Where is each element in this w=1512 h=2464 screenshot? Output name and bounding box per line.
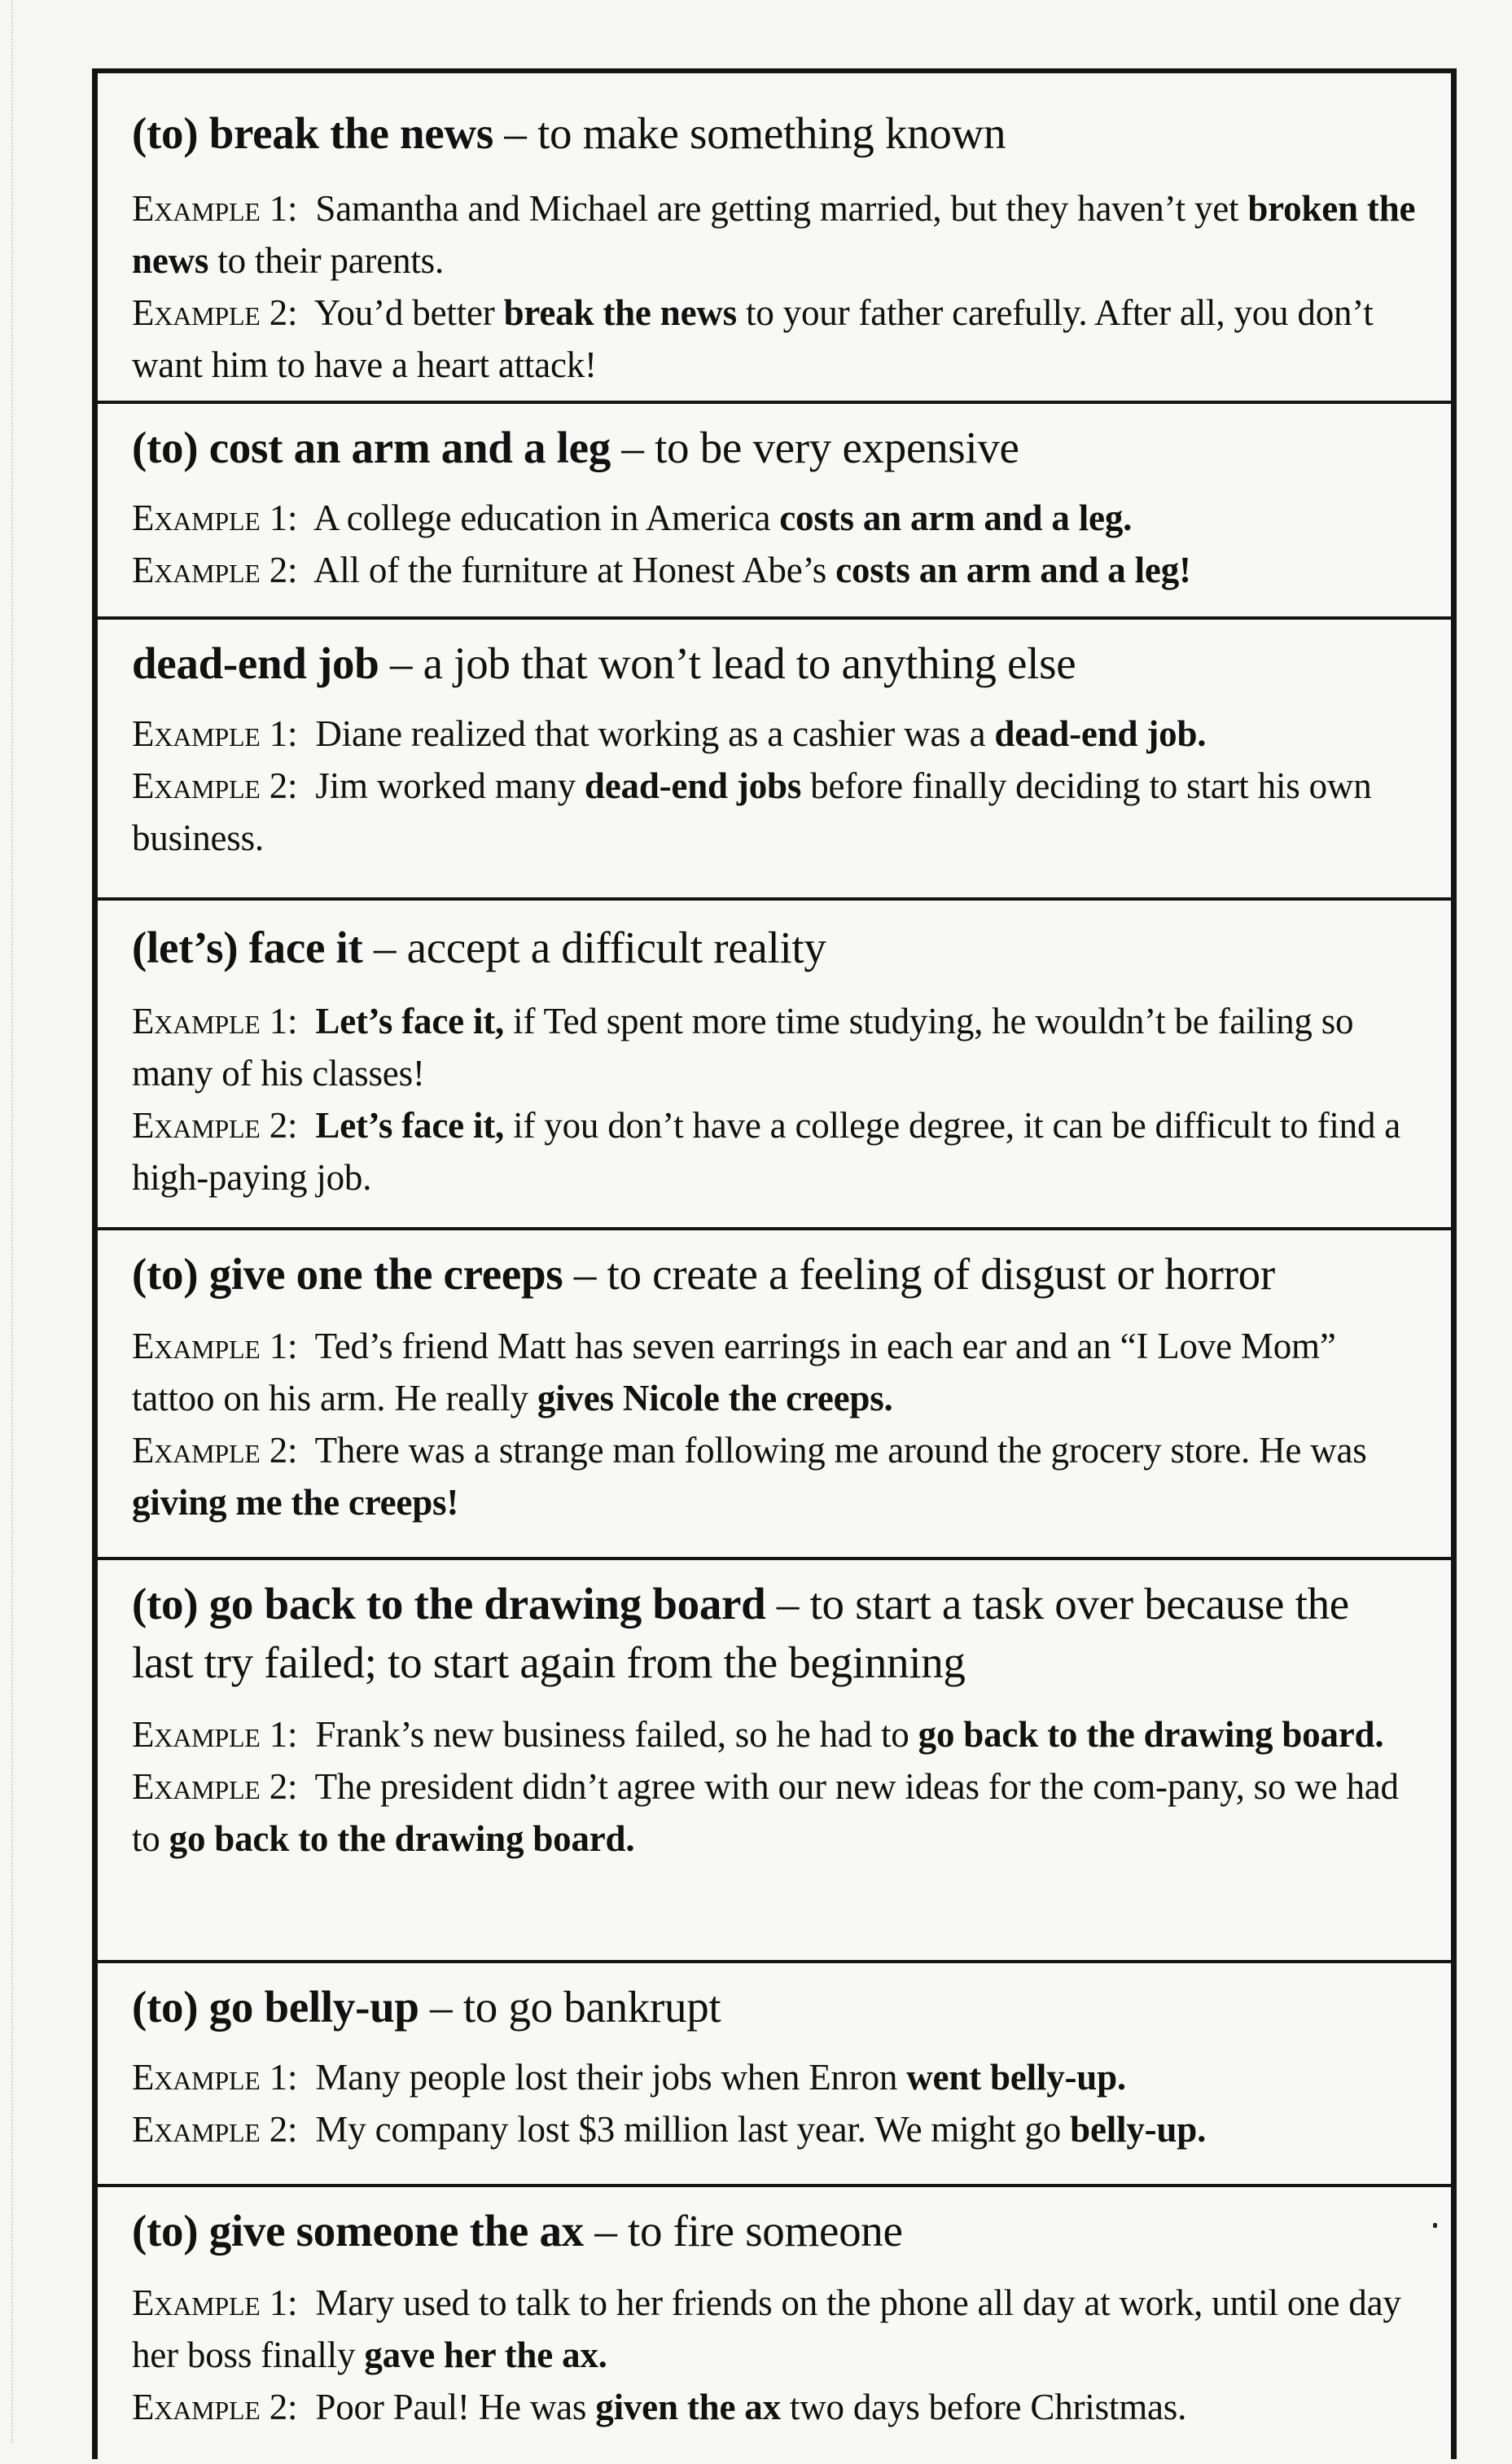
idiom-heading: (to) give someone the ax – to fire someone [132,2206,903,2256]
example-label: Example 1: [132,1714,298,1755]
example-2: Example 2: All of the furniture at Honest Abe’s costs an arm and a leg! [132,550,1191,590]
idiom-definition: to be very expensive [655,423,1019,472]
example-2: Example 2: Jim worked many dead-end jobs before finally deciding to start his own business. [132,765,1372,858]
scan-speck [1433,2223,1437,2228]
example-label: Example 2: [132,1766,298,1807]
idiom-entry-go-back-to-the-drawing-board [98,1560,1451,1963]
idiom-heading: (to) break the news – to make something known [132,108,1006,158]
idiom-entry-go-belly-up [98,1963,1451,2187]
example-label: Example 2: [132,292,298,333]
example-1: Example 1: Samantha and Michael are getting married, but they haven’t yet broken the news to their parents. [132,188,1416,281]
example-label: Example 1: [132,1326,298,1366]
example-1: Example 1: Many people lost their jobs when Enron went belly-up. [132,2057,1126,2098]
example-label: Example 1: [132,713,298,754]
example-2: Example 2: The president didn’t agree with our new ideas for the com-pany, so we had to go back to the drawing board. [132,1766,1399,1859]
idiom-definition: to start a task over because the last try failed; to start again from the beginning [132,1579,1349,1687]
idiom-heading: dead-end job – a job that won’t lead to anything else [132,638,1076,688]
idiom-heading: (let’s) face it – accept a difficult reality [132,923,826,972]
example-1: Example 1: Mary used to talk to her friends on the phone all day at work, until one day her boss finally gave her the ax. [132,2282,1401,2375]
idiom-term: (to) cost an arm and a leg [132,423,611,472]
idiom-definition: to make something known [537,108,1006,158]
idiom-entry-lets-face-it [98,901,1451,1230]
idiom-heading: (to) go belly-up – to go bankrupt [132,1982,721,2032]
example-label: Example 2: [132,1105,298,1146]
example-2: Example 2: You’d better break the news to your father carefully. After all, you don’t want him to have a heart attack! [132,292,1374,385]
example-1: Example 1: Frank’s new business failed, so he had to go back to the drawing board. [132,1714,1384,1755]
example-1: Example 1: A college education in America costs an arm and a leg. [132,498,1133,538]
example-label: Example 1: [132,498,298,538]
idiom-term: (to) give one the creeps [132,1249,563,1299]
example-label: Example 2: [132,765,298,806]
idiom-entry-dead-end-job [98,620,1451,901]
idiom-term: (let’s) face it [132,923,363,972]
example-label: Example 2: [132,2109,298,2150]
idiom-glossary-box [92,68,1457,2459]
idiom-definition: to create a feeling of disgust or horror [607,1249,1275,1299]
idiom-definition: to fire someone [628,2206,903,2256]
idiom-entry-give-someone-the-ax [98,2187,1451,2464]
example-label: Example 1: [132,2282,298,2323]
idiom-term: (to) go belly-up [132,1982,419,2032]
idiom-definition: a job that won’t lead to anything else [423,638,1076,688]
example-2: Example 2: Poor Paul! He was given the ax two days before Christmas. [132,2387,1187,2427]
idiom-entry-cost-an-arm-and-a-leg [98,404,1451,620]
example-2: Example 2: There was a strange man following me around the grocery store. He was giving me the creeps! [132,1430,1367,1523]
example-label: Example 1: [132,188,298,229]
example-1: Example 1: Diane realized that working as a cashier was a dead-end job. [132,713,1207,754]
example-2: Example 2: My company lost $3 million last year. We might go belly-up. [132,2109,1207,2150]
idiom-definition: to go bankrupt [462,1982,721,2032]
idiom-heading: (to) go back to the drawing board – to start a task over because the last try failed; to start again from the beginning [132,1579,1349,1687]
idiom-entry-give-one-the-creeps [98,1230,1451,1560]
idiom-heading: (to) cost an arm and a leg – to be very expensive [132,423,1019,472]
example-label: Example 1: [132,1001,298,1041]
idiom-entry-break-the-news [98,73,1451,404]
idiom-term: (to) give someone the ax [132,2206,584,2256]
idiom-term: (to) break the news [132,108,493,158]
idiom-term: (to) go back to the drawing board [132,1579,766,1629]
scan-edge [0,0,13,2443]
idiom-heading: (to) give one the creeps – to create a feeling of disgust or horror [132,1249,1275,1299]
example-1: Example 1: Let’s face it, if Ted spent more time studying, he wouldn’t be failing so many of his classes! [132,1001,1354,1094]
example-label: Example 2: [132,1430,298,1471]
idiom-term: dead-end job [132,638,379,688]
example-1: Example 1: Ted’s friend Matt has seven earrings in each ear and an “I Love Mom” tattoo on his arm. He really gives Nicole the creeps. [132,1326,1336,1418]
example-label: Example 1: [132,2057,298,2098]
example-label: Example 2: [132,2387,298,2427]
example-label: Example 2: [132,550,298,590]
example-2: Example 2: Let’s face it, if you don’t have a college degree, it can be difficult to find a high-paying job. [132,1105,1401,1198]
idiom-definition: accept a difficult reality [406,923,826,972]
